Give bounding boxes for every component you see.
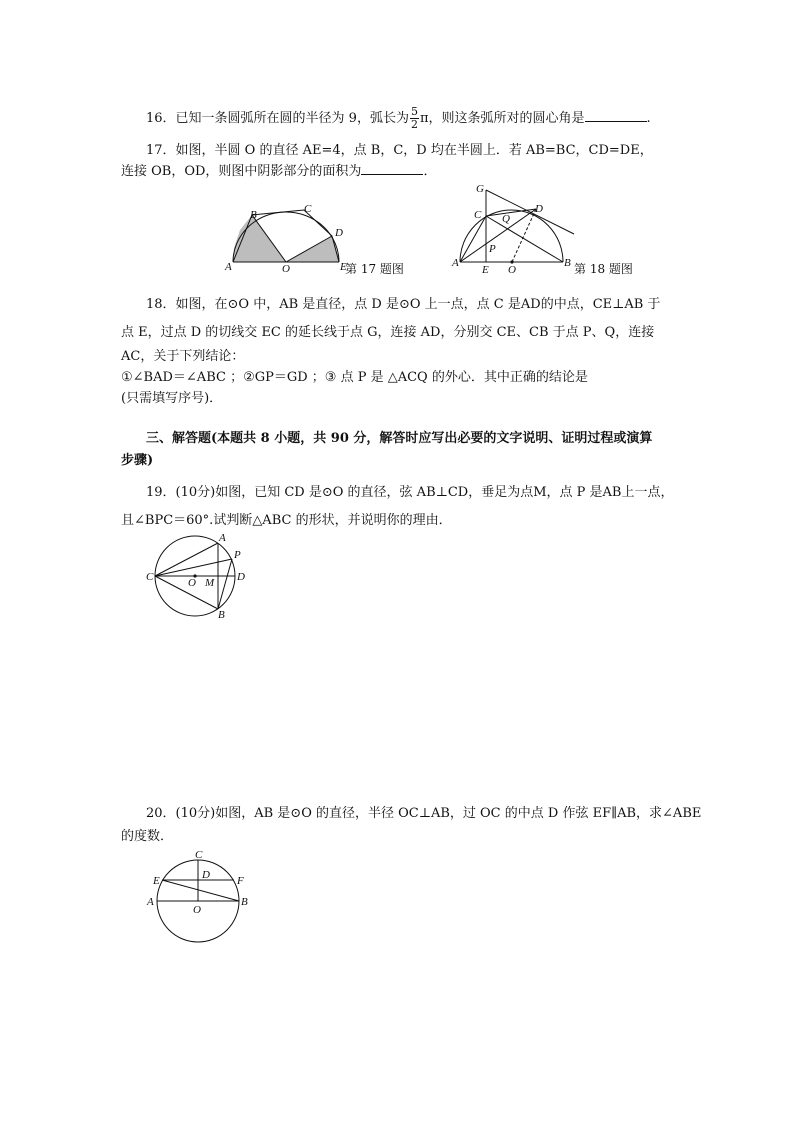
- fig19-label-B: B: [218, 609, 225, 621]
- fig20-label-C: C: [195, 849, 203, 861]
- fig19-pb: [218, 559, 232, 609]
- fig17-label-C: C: [304, 203, 312, 215]
- fig18-label-E: E: [482, 264, 489, 276]
- fig20-label-F: F: [237, 875, 244, 887]
- fig18-label-G: G: [476, 183, 484, 195]
- q17-line2: [121, 162, 436, 181]
- q19-line1: 19．(10分)如图，已知 CD 是⊙O 的直径，弦 AB⊥CD，垂足为点M，点 P 是AB上一点，: [146, 485, 674, 500]
- fig18-caption: 第 18 题图: [574, 262, 633, 276]
- fig18-label-O: O: [508, 264, 516, 276]
- fig18-label-A: A: [452, 257, 459, 269]
- figure-18: [450, 182, 590, 276]
- fig18-ad: [460, 209, 536, 262]
- q17-answer-blank: [361, 162, 423, 175]
- q17-line1: 17．如图，半圆 O 的直径 AE=4，点 B，C，D 均在半圆上．若 AB=BC，CD=DE，: [146, 143, 653, 158]
- fig19-label-O: O: [188, 577, 196, 589]
- q19-line2: 且∠BPC＝60°.试判断△ABC 的形状，并说明你的理由．: [121, 513, 452, 528]
- fig17-shade-left: [233, 215, 286, 262]
- q18-line5: (只需填写序号)．: [121, 391, 223, 406]
- q18-line1: 18．如图，在⊙O 中，AB 是直径，点 D 是⊙O 上一点，点 C 是AD的中点，CE⊥AB 于: [146, 297, 661, 312]
- q16-text: [146, 106, 651, 131]
- q16-answer-blank: [585, 109, 647, 122]
- section3-heading-line2: 步骤): [121, 453, 154, 468]
- figure-20: [142, 848, 262, 948]
- fig20-be: [162, 880, 239, 901]
- fig17-caption: 第 17 题图: [345, 262, 404, 276]
- q16-fraction: [410, 106, 419, 131]
- fig18-label-Q: Q: [502, 213, 510, 225]
- fig18-tangent: [486, 190, 574, 234]
- fig19-label-P: P: [234, 549, 241, 561]
- q16-post: π，则这条弧所对的圆心角是: [419, 111, 585, 126]
- q16-pre: 16．已知一条圆弧所在圆的半径为 9，弧长为: [146, 111, 409, 126]
- fig20-label-A: A: [147, 896, 154, 908]
- fig20-label-B: B: [241, 896, 248, 908]
- fig19-label-A: A: [219, 532, 226, 544]
- q18-line2: 点 E，过点 D 的切线交 EC 的延长线于点 G，连接 AD，分别交 CE、CB 于点 P、Q，连接: [121, 325, 655, 340]
- figure-19: [148, 530, 258, 620]
- fig18-label-D: D: [535, 203, 543, 215]
- q18-line4: ①∠BAD＝∠ABC ；②GP＝GD ；③ 点 P 是 △ACQ 的外心．其中正确的结论是: [121, 370, 588, 385]
- q16-frac-den: 2: [410, 118, 418, 131]
- fig18-label-B: B: [564, 257, 571, 269]
- q20-line1: 20．(10分)如图，AB 是⊙O 的直径，半径 OC⊥AB，过 OC 的中点 D 作弦 EF∥AB，求∠ABE: [146, 806, 702, 821]
- fig17-label-D: D: [335, 227, 343, 239]
- fig18-label-C: C: [474, 209, 482, 221]
- fig17-label-B: B: [250, 209, 257, 221]
- fig17-label-E: E: [340, 261, 347, 273]
- q16-frac-num: 5: [410, 105, 418, 118]
- fig19-ca: [155, 543, 218, 576]
- fig19-cp: [155, 559, 232, 576]
- fig17-shade-right: [286, 236, 339, 262]
- q16-end: .: [646, 111, 651, 126]
- fig20-label-D: D: [202, 869, 210, 881]
- q17-line2-end: ．: [423, 164, 437, 179]
- q17-line2-text: 连接 OB，OD，则图中阴影部分的面积为: [121, 164, 362, 179]
- fig20-label-O: O: [193, 904, 201, 916]
- fig20-label-E: E: [153, 875, 160, 887]
- section3-heading-line1: 三、解答题(本题共 8 小题，共 90 分，解答时应写出必要的文字说明、证明过程或演算: [146, 431, 653, 446]
- fig19-label-D: D: [237, 571, 245, 583]
- fig17-label-A: A: [225, 261, 232, 273]
- fig18-label-P: P: [489, 243, 496, 255]
- fig17-label-O: O: [282, 263, 290, 275]
- q20-line2: 的度数．: [121, 829, 174, 844]
- q18-line3: AC，关于下列结论：: [121, 349, 245, 364]
- fig18-ac: [460, 216, 486, 262]
- fig19-label-M: M: [205, 577, 215, 589]
- fig19-label-C: C: [146, 571, 154, 583]
- figure-17: [222, 202, 362, 275]
